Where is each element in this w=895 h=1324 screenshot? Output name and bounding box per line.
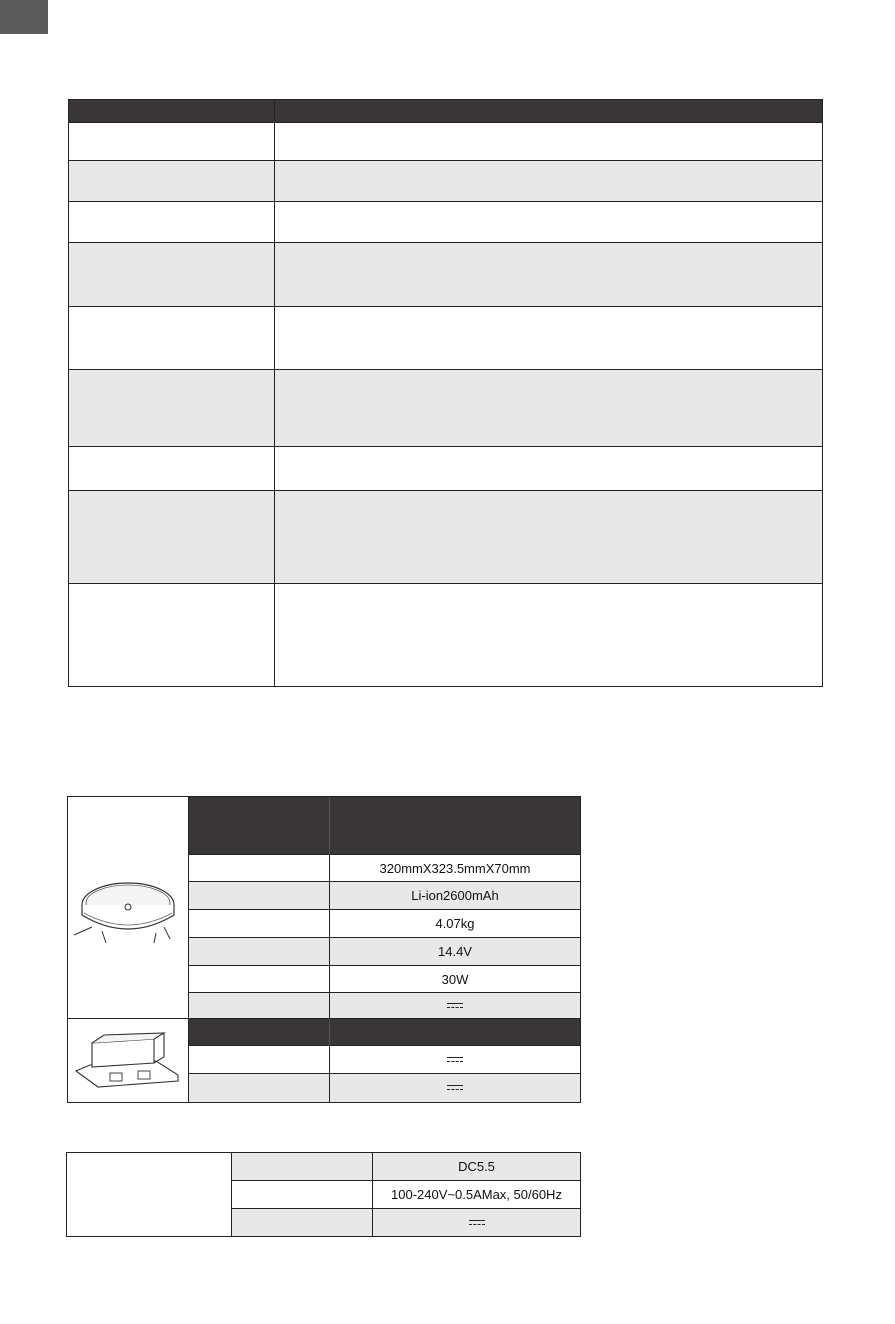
spec-value: 30W — [441, 971, 469, 987]
robot-vacuum-icon — [68, 797, 189, 1019]
table-row — [69, 370, 823, 447]
spec-row — [189, 1074, 580, 1102]
spec-value: DC5.5 — [458, 1159, 495, 1174]
table-row — [69, 123, 823, 161]
spec-row — [189, 855, 580, 882]
spec-row — [232, 1181, 580, 1209]
adapter-label-cell — [67, 1153, 232, 1236]
charging-dock-icon — [68, 1019, 189, 1102]
dc-symbol-icon — [469, 1219, 485, 1227]
spec-row — [189, 966, 580, 993]
spec-value: 14.4V — [438, 944, 472, 959]
spec-header-row — [189, 797, 580, 855]
table-row — [69, 491, 823, 584]
table-row — [69, 584, 823, 687]
spec-value: 320mmX323.5mmX70mm — [379, 860, 531, 876]
table-row — [69, 447, 823, 491]
table-row — [69, 307, 823, 370]
table-row — [69, 202, 823, 243]
spec-row — [189, 938, 580, 966]
troubleshooting-table — [68, 99, 823, 687]
dc-symbol-icon — [447, 1002, 463, 1010]
spec-value: Li-ion2600mAh — [411, 888, 499, 903]
spec-value: 100-240V~0.5AMax, 50/60Hz — [391, 1187, 562, 1202]
spec-row — [189, 1046, 580, 1074]
table-header-row — [69, 100, 823, 123]
page-corner-tab — [0, 0, 48, 34]
specifications-table — [67, 796, 581, 1103]
table-row — [69, 161, 823, 202]
spec-row — [232, 1153, 580, 1181]
spec-value: 4.07kg — [435, 916, 475, 931]
spec-row — [189, 910, 580, 938]
robot-image-cell — [68, 797, 189, 1019]
spec-row — [189, 993, 580, 1019]
spec-row — [232, 1209, 580, 1236]
dc-symbol-icon — [447, 1084, 463, 1092]
spec-row — [189, 882, 580, 910]
adapter-table — [66, 1152, 581, 1237]
dc-symbol-icon — [447, 1056, 463, 1064]
spec-header-row — [189, 1019, 580, 1046]
dock-image-cell — [68, 1019, 189, 1102]
table-row — [69, 243, 823, 307]
